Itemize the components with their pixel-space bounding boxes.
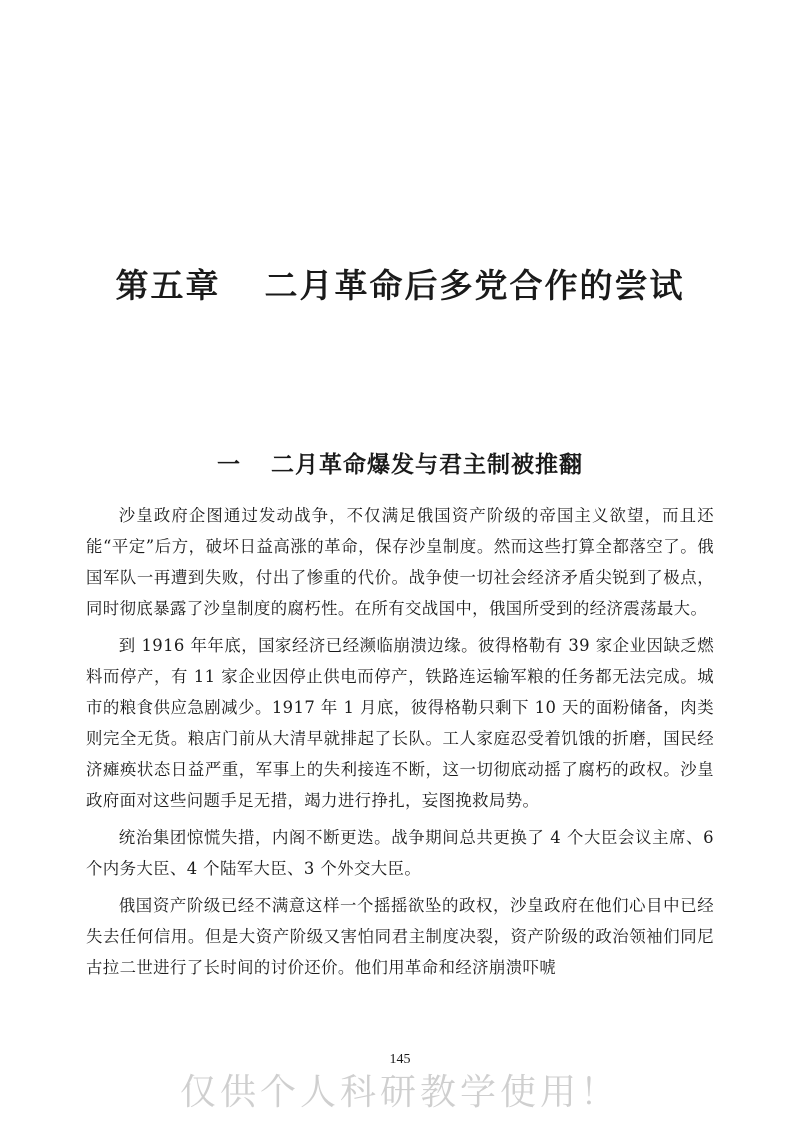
section-title-text: 二月革命爆发与君主制被推翻 [271,451,583,478]
paragraph: 到 1916 年年底，国家经济已经濒临崩溃边缘。彼得格勒有 39 家企业因缺乏燃料而停产，有 11 家企业因停止供电而停产，铁路连运输军粮的任务都无法完成。城市的粮食供应急剧减少。1917 年 1 月底，彼得格勒只剩下 10 天的面粉储备，肉类则完全无货。粮店门前从大清早就排起了长队。工人家庭忍受着饥饿的折磨，国民经济瘫痪状态日益严重，军事上的失利接连不断，这一切彻底动摇了腐朽的政权。沙皇政府面对这些问题手足无措，竭力进行挣扎，妄图挽救局势。 [86,636,714,810]
section-title [0,448,800,482]
paragraph: 俄国资产阶级已经不满意这样一个摇摇欲坠的政权，沙皇政府在他们心目中已经失去任何信用。但是大资产阶级又害怕同君主制度决裂，资产阶级的政治领袖们同尼古拉二世进行了长时间的讨价还价。他们用革命和经济崩溃吓唬 [86,896,714,977]
section-number: 一 [217,451,241,478]
paragraph: 沙皇政府企图通过发动战争，不仅满足俄国资产阶级的帝国主义欲望，而且还能“平定”后方，破坏日益高涨的革命，保存沙皇制度。然而这些打算全都落空了。俄国军队一再遭到失败，付出了惨重的代价。战争使一切社会经济矛盾尖锐到了极点，同时彻底暴露了沙皇制度的腐朽性。在所有交战国中，俄国所受到的经济震荡最大。 [86,506,714,618]
watermark: 仅供个人科研教学使用！ [179,1072,620,1113]
chapter-title-text: 二月革命后多党合作的尝试 [264,266,685,305]
chapter-title [0,262,800,310]
paragraph: 统治集团惊慌失措，内阁不断更迭。战争期间总共更换了 4 个大臣会议主席、6 个内务大臣、4 个陆军大臣、3 个外交大臣。 [86,828,714,878]
body-text [86,500,714,989]
chapter-number: 第五章 [115,266,221,305]
page-number: 145 [389,1052,411,1067]
